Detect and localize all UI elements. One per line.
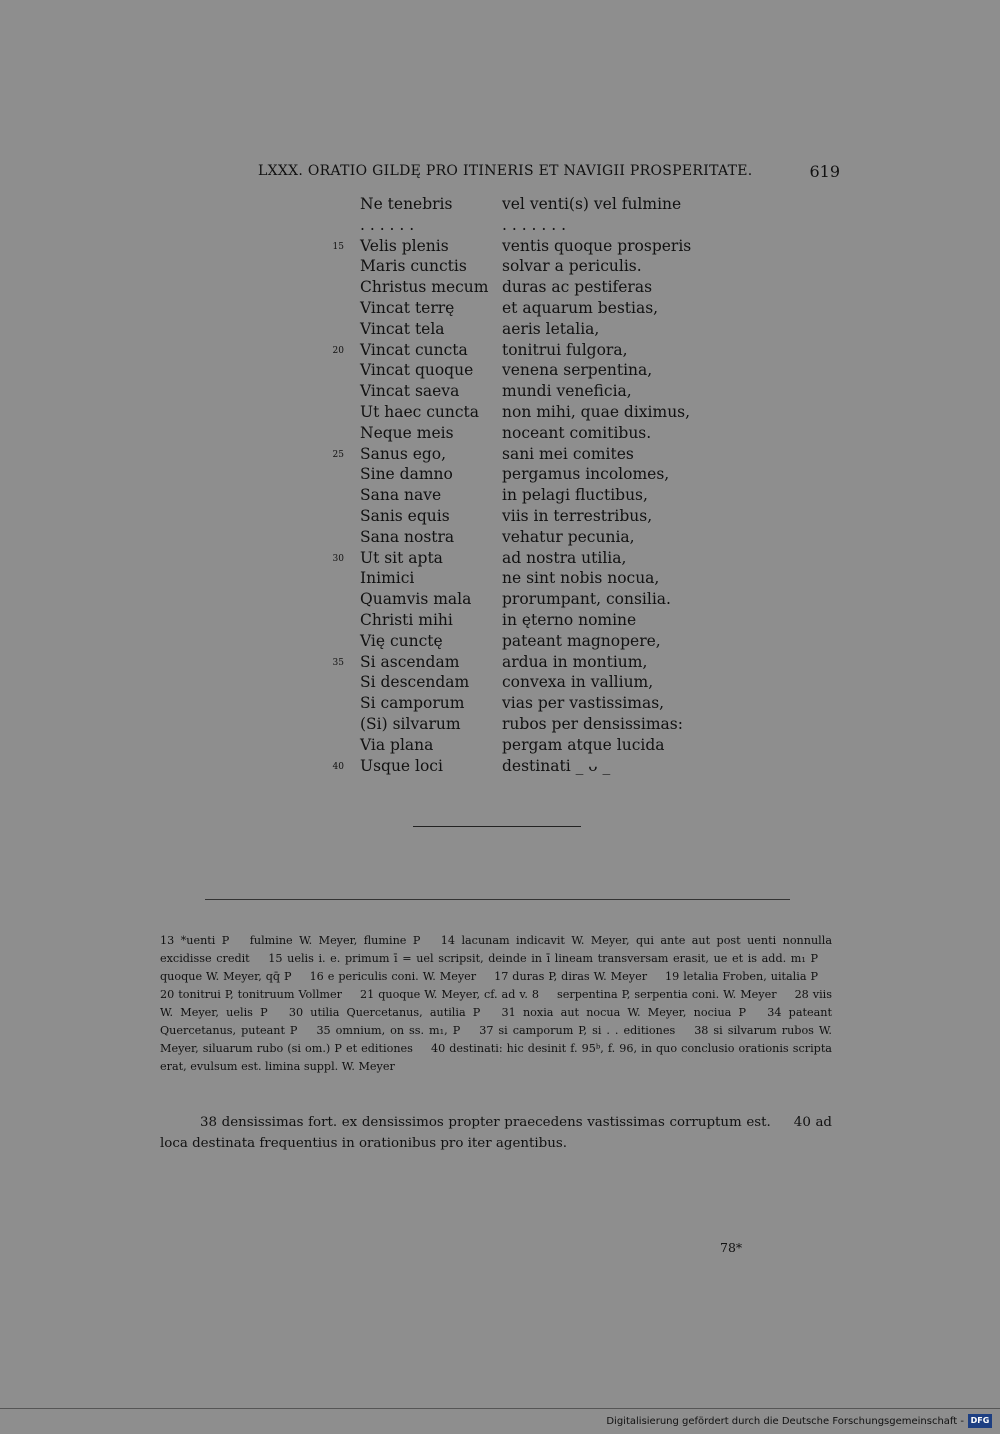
apparatus-entry: 28 viis W. Meyer, uelis P [160, 988, 832, 1019]
poem-line [320, 256, 740, 277]
critical-apparatus [160, 932, 832, 1076]
verse-first-half: Vincat saeva [360, 382, 460, 401]
verse-second-half: noceant comitibus. [502, 423, 652, 442]
dfg-logo: DFG [968, 1414, 992, 1428]
commentary-entry: 38 densissimas fort. ex densissimos propter praecedens vastissimas corruptum est. [200, 1115, 771, 1130]
funding-notice: Digitalisierung gefördert durch die Deutsche Forschungsgemeinschaft - [606, 1416, 964, 1427]
verse-second-half: in pelagi fluctibus, [502, 486, 648, 505]
verse-second-half: tonitrui fulgora, [502, 340, 628, 359]
apparatus-entry: 37 si camporum P, si . . editiones [479, 1024, 676, 1037]
apparatus-entry: fulmine W. Meyer, flumine P [249, 934, 421, 947]
poem-line [320, 277, 740, 298]
verse-second-half: sani mei comites [502, 444, 634, 463]
apparatus-entry: 34 pateant Quercetanus, puteant P [160, 1006, 832, 1037]
running-title: LXXX. ORATIO GILDĘ PRO ITINERIS ET NAVIGII PROSPERITATE. [258, 163, 753, 179]
verse-first-half: Velis plenis [360, 236, 449, 255]
poem-line [320, 194, 740, 215]
verse-first-half: Sana nostra [360, 527, 455, 546]
verse-first-half: Neque meis [360, 423, 454, 442]
verse-second-half: convexa in vallium, [502, 673, 654, 692]
verse-first-half: Ut haec cuncta [360, 402, 480, 421]
verse-first-half: Vincat terrę [360, 298, 455, 317]
poem-line [320, 589, 740, 610]
poem-line [320, 652, 740, 673]
verse-second-half: vehatur pecunia, [502, 527, 635, 546]
poem-line [320, 236, 740, 257]
verse-second-half: viis in terrestribus, [502, 506, 653, 525]
apparatus-entry: 30 utilia Quercetanus, autilia P [288, 1006, 481, 1019]
apparatus-entry: 35 omnium, on ss. m₁, P [316, 1024, 461, 1037]
verse-first-half: Sana nave [360, 486, 442, 505]
verse-second-half: in ęterno nomine [502, 610, 637, 629]
verse-first-half: Usque loci [360, 756, 443, 775]
line-number: 40 [332, 761, 344, 772]
verse-first-half: . . . . . . [360, 215, 415, 234]
apparatus-entry: serpentina P, serpentia coni. W. Meyer [556, 988, 777, 1001]
poem-line [320, 714, 740, 735]
verse-second-half: venena serpentina, [502, 361, 653, 380]
verse-first-half: Maris cunctis [360, 257, 467, 276]
verse-first-half: Christus mecum [360, 278, 489, 297]
poem-line [320, 360, 740, 381]
line-number: 30 [332, 553, 344, 564]
apparatus-entry: quoque W. Meyer, qq̄ P [160, 970, 292, 983]
verse-first-half: Vię cunctę [360, 631, 443, 650]
poem-line [320, 568, 740, 589]
poem-line [320, 340, 740, 361]
section-divider [413, 826, 581, 827]
poem-line [320, 298, 740, 319]
verse-second-half: non mihi, quae diximus, [502, 402, 691, 421]
line-number: 15 [332, 241, 344, 252]
verse-second-half: rubos per densissimas: [502, 714, 683, 733]
poem-line [320, 610, 740, 631]
apparatus-entry: 17 duras P, diras W. Meyer [494, 970, 648, 983]
verse-first-half: Sanus ego, [360, 444, 447, 463]
verse-second-half: ventis quoque prosperis [502, 236, 692, 255]
apparatus-entry: 31 noxia aut nocua W. Meyer, nociua P [501, 1006, 747, 1019]
apparatus-entry: 14 lacunam indicavit W. Meyer, qui ante aut post uenti nonnulla excidisse credit [160, 934, 832, 965]
verse-first-half: Via plana [360, 735, 434, 754]
poem-line [320, 485, 740, 506]
verse-second-half: duras ac pestiferas [502, 278, 653, 297]
verse-second-half: ad nostra utilia, [502, 548, 627, 567]
apparatus-entry: 40 destinati: hic desinit f. 95ᵇ, f. 96, in quo conclusio orationis scripta erat, evulsum est. limina suppl. W. Meyer [160, 1042, 832, 1073]
poem-line [320, 672, 740, 693]
verse-first-half: Sine damno [360, 465, 453, 484]
poem-line [320, 693, 740, 714]
page-number: 619 [809, 162, 840, 181]
verse-first-half: Vincat tela [360, 319, 445, 338]
verse-second-half: vias per vastissimas, [502, 694, 665, 713]
verse-first-half: Ut sit apta [360, 548, 443, 567]
poem-line [320, 506, 740, 527]
verse-first-half: Quamvis mala [360, 590, 472, 609]
verse-first-half: Christi mihi [360, 610, 453, 629]
verse-first-half: Si descendam [360, 673, 470, 692]
verse-first-half: Inimici [360, 569, 415, 588]
verse-first-half: Vincat cuncta [360, 340, 468, 359]
line-number: 25 [332, 449, 344, 460]
line-number: 20 [332, 345, 344, 356]
line-number: 35 [332, 657, 344, 668]
verse-first-half: Si camporum [360, 694, 465, 713]
verse-first-half: Sanis equis [360, 506, 450, 525]
footer-rule [0, 1408, 1000, 1409]
verse-second-half: et aquarum bestias, [502, 298, 659, 317]
poem-line [320, 319, 740, 340]
poem-line [320, 215, 740, 236]
apparatus-entry: 19 letalia Froben, uitalia P [665, 970, 819, 983]
verse-second-half: prorumpant, consilia. [502, 590, 671, 609]
verse-second-half: ardua in montium, [502, 652, 648, 671]
signature-mark: 78* [720, 1240, 743, 1255]
footnote-divider [205, 899, 790, 900]
verse-second-half: pergam atque lucida [502, 735, 665, 754]
apparatus-entry: 21 quoque W. Meyer, cf. ad v. 8 [359, 988, 539, 1001]
poem-line [320, 402, 740, 423]
poem-text [320, 194, 740, 776]
verse-second-half: destinati _ ᴗ _ [502, 756, 611, 775]
poem-line [320, 381, 740, 402]
poem-line [320, 735, 740, 756]
apparatus-entry: 16 e periculis coni. W. Meyer [309, 970, 477, 983]
verse-second-half: vel venti(s) vel fulmine [502, 195, 682, 213]
apparatus-entry: 38 si silvarum rubos W. Meyer, siluarum rubo (si om.) P et editiones [160, 1024, 832, 1055]
verse-first-half: Si ascendam [360, 652, 460, 671]
verse-first-half: (Si) silvarum [360, 714, 461, 733]
apparatus-entry: 15 uelis i. e. primum ī = uel scripsit, deinde in ī lineam transversam erasit, ue et is add. m₁ P [268, 952, 818, 965]
poem-line [320, 423, 740, 444]
apparatus-entry: 20 tonitrui P, tonitruum Vollmer [160, 988, 342, 1001]
commentary-notes [160, 1112, 832, 1154]
verse-second-half: aeris letalia, [502, 319, 600, 338]
poem-line [320, 527, 740, 548]
verse-first-half: Ne tenebris [360, 195, 453, 213]
verse-second-half: ne sint nobis nocua, [502, 569, 660, 588]
digitization-footer [0, 1408, 1000, 1434]
verse-first-half: Vincat quoque [360, 361, 474, 380]
verse-second-half: pergamus incolomes, [502, 465, 670, 484]
poem-line [320, 631, 740, 652]
verse-second-half: . . . . . . . [502, 215, 567, 234]
poem-line [320, 444, 740, 465]
running-header [258, 160, 840, 184]
verse-second-half: pateant magnopere, [502, 631, 661, 650]
poem-line [320, 548, 740, 569]
verse-second-half: mundi veneficia, [502, 382, 632, 401]
poem-line [320, 756, 740, 777]
commentary-entry: 40 ad loca destinata frequentius in orationibus pro iter agentibus. [160, 1115, 832, 1151]
poem-line [320, 464, 740, 485]
verse-second-half: solvar a periculis. [502, 257, 642, 276]
apparatus-entry: 13 *uenti P [160, 934, 230, 947]
